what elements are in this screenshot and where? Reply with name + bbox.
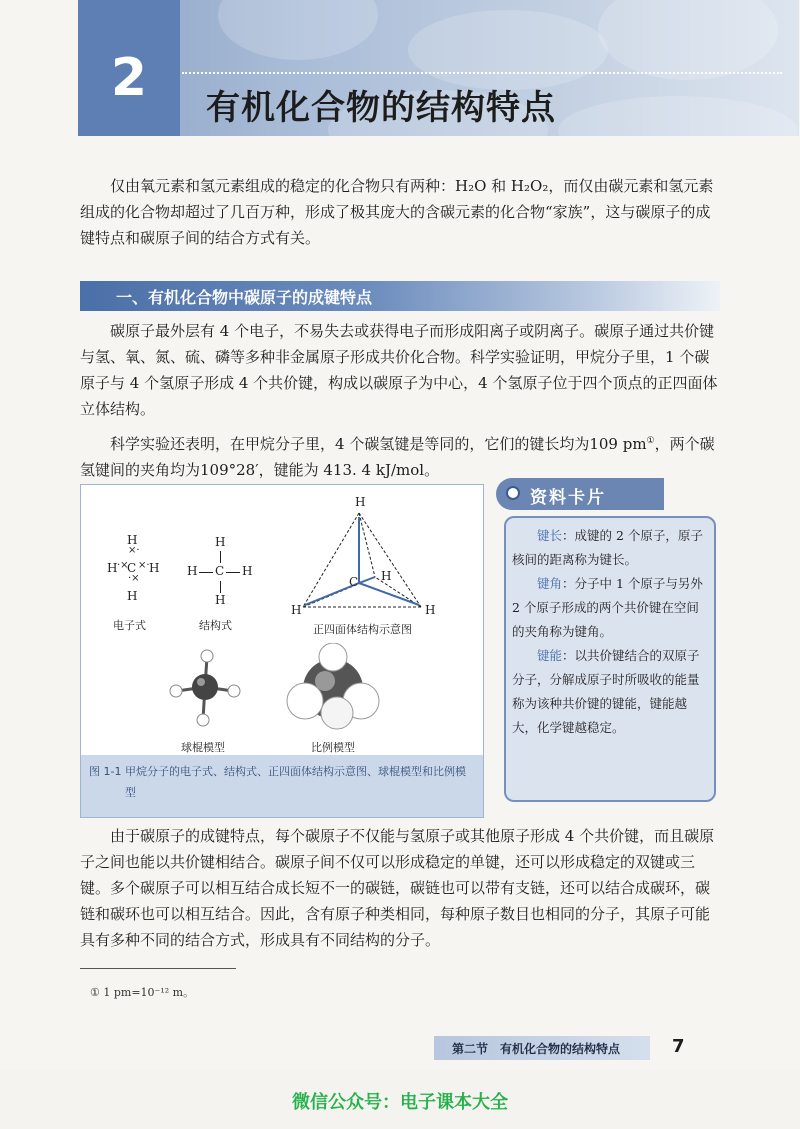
- info-card-header: [496, 478, 664, 510]
- term-bond-energy: 键能: [537, 648, 563, 663]
- label-structural-formula: 结构式: [199, 619, 232, 632]
- definition-bond-energy: ：以共价键结合的双原子分子，分解成原子时所吸收的能量称为该种共价键的键能，键能越大，化学键越稳定。: [512, 648, 700, 735]
- definition-bond-length: ：成键的 2 个原子，原子核间的距离称为键长。: [512, 528, 703, 567]
- tetra-c-center: C: [349, 575, 359, 589]
- figure-caption-text: 甲烷分子的电子式、结构式、正四面体结构示意图、球棍模型和比例模型: [125, 765, 466, 799]
- label-ball-stick: 球棍模型: [181, 741, 225, 754]
- footnote-divider: [80, 968, 236, 969]
- paragraph-carbon-chains: 由于碳原子的成键特点，每个碳原子不仅能与氢原子或其他原子形成 4 个共价键，而且碳原子之间也能以共价键相结合。碳原子间不仅可以形成稳定的单键，还可以形成稳定的双键或三键。多个碳原子可以相互结合成长短不一的碳链，碳链也可以带有支链，还可以结合成碳环，碳链和碳环也可以相互结合。因此，含有原子种类相同，每种原子数目也相同的分子，其原子可能具有多种不同的结合方式，形成具有不同结构的分子。: [80, 827, 715, 949]
- figure-caption: [81, 755, 483, 817]
- chapter-number: 2: [110, 48, 148, 108]
- chapter-title: 有机化合物的结构特点: [206, 88, 556, 128]
- footnote: ① 1 pm=10⁻¹² m。: [90, 986, 195, 999]
- atom-c-structural: C: [215, 564, 225, 578]
- space-filling-model: [285, 643, 385, 733]
- chapter-number-box: [78, 0, 180, 136]
- card-entry-bond-energy: [512, 644, 704, 740]
- running-footer-label: 第二节 有机化合物的结构特点: [452, 1042, 621, 1056]
- figure-caption-number: 图 1-1: [89, 765, 122, 778]
- tetrahedron-diagram: [291, 499, 441, 619]
- card-entry-bond-length: [512, 524, 704, 572]
- electron-pair-bottom: ·×: [128, 573, 140, 584]
- label-electron-formula: 电子式: [113, 619, 146, 632]
- card-bullet-icon: [506, 486, 520, 500]
- banner-dotted-line: [182, 72, 782, 74]
- electron-pair-top: ×·: [128, 545, 140, 556]
- atom-h-right: H: [149, 561, 160, 575]
- tetra-h-back: H: [381, 569, 392, 583]
- term-bond-angle: 键角: [537, 576, 563, 591]
- definition-bond-angle: ：分子中 1 个原子与另外 2 个原子形成的两个共价键在空间的夹角称为键角。: [512, 576, 703, 639]
- paragraph-bond-data: [80, 428, 720, 483]
- atom-h-left: H: [187, 564, 198, 578]
- bond-data-text-after: ，两个碳氢键间的夹角均为109°28′，键能为 413. 4 kJ/mol。: [80, 435, 715, 479]
- page-number: 7: [672, 1036, 685, 1057]
- footnote-marker: ①: [646, 436, 655, 446]
- watermark-text: 微信公众号：电子课本大全: [292, 1092, 508, 1113]
- intro-paragraph: 仅由氧元素和氢元素组成的稳定的化合物只有两种：H₂O 和 H₂O₂，而仅由碳元素和氢元素组成的化合物却超过了几百万种，形成了极其庞大的含碳元素的化合物“家族”，这与碳原子的成键特点和碳原子间的结合方式有关。: [80, 177, 714, 247]
- atom-h-top: H: [215, 535, 226, 549]
- bond-data-text-before: 科学实验还表明，在甲烷分子里，4 个碳氢键是等同的，它们的键长均为109 pm: [110, 435, 647, 453]
- label-space-filling: 比例模型: [311, 741, 355, 754]
- ball-stick-model: [167, 649, 257, 729]
- section-heading-bar: [80, 281, 720, 311]
- tetra-h-top: H: [355, 495, 366, 509]
- tetra-h-left: H: [291, 603, 302, 617]
- chapter-banner: [78, 0, 799, 136]
- paragraph-bonding: 碳原子最外层有 4 个电子，不易失去或获得电子而形成阳离子或阴离子。碳原子通过共价键与氢、氧、氮、硫、磷等多种非金属原子形成共价化合物。科学实验证明，甲烷分子里，1 个碳原子与 4 个氢原子形成 4 个共价键，构成以碳原子为中心，4 个氢原子位于四个顶点的正四面体立体结构。: [80, 322, 718, 418]
- atom-h-top: H: [127, 533, 138, 547]
- atom-c-electron: C: [127, 561, 137, 575]
- tetra-h-right: H: [425, 603, 436, 617]
- electron-pair-left: ·×: [117, 560, 129, 571]
- info-card: [496, 478, 724, 808]
- running-footer: [434, 1036, 650, 1060]
- atom-h-left: H: [107, 561, 118, 575]
- info-card-title: 资料卡片: [530, 488, 606, 508]
- atom-h-bottom: H: [215, 593, 226, 607]
- atom-h-bottom: H: [127, 589, 138, 603]
- card-entry-bond-angle: [512, 572, 704, 644]
- electron-pair-right: ×·: [138, 560, 150, 571]
- section-title: 一、有机化合物中碳原子的成键特点: [116, 288, 373, 307]
- atom-h-right: H: [242, 564, 253, 578]
- label-tetrahedron: 正四面体结构示意图: [313, 623, 412, 636]
- term-bond-length: 键长: [537, 528, 563, 543]
- figure-methane-models: [80, 484, 484, 818]
- info-card-body: [504, 516, 716, 802]
